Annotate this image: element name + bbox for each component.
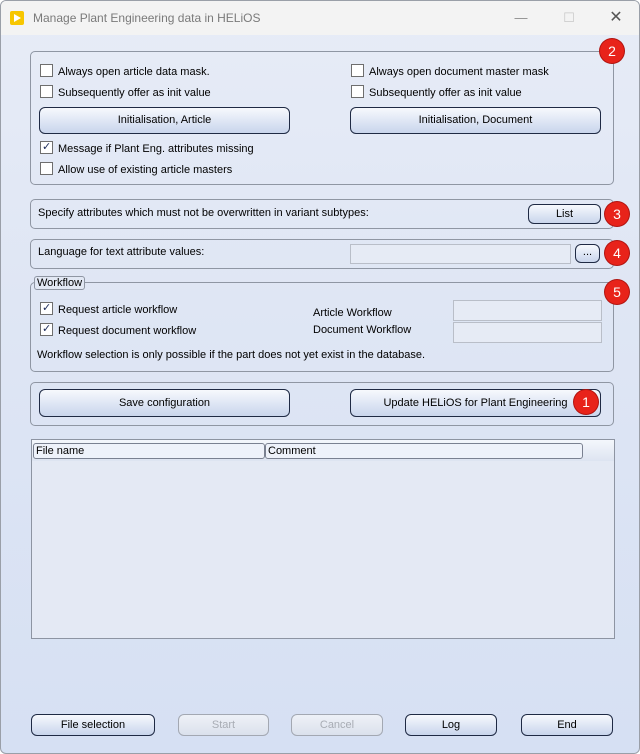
article-workflow-label: Article Workflow <box>313 307 392 319</box>
checkbox-box[interactable] <box>40 162 53 175</box>
language-input[interactable] <box>350 244 571 264</box>
update-helios-button[interactable]: Update HELiOS for Plant Engineering <box>350 389 601 417</box>
cancel-button[interactable]: Cancel <box>291 714 383 736</box>
variant-label: Specify attributes which must not be overwritten in variant subtypes: <box>38 207 369 219</box>
checkbox-label: Allow use of existing article masters <box>58 164 233 176</box>
file-list-header <box>32 440 614 461</box>
file-list[interactable] <box>31 439 615 639</box>
column-header-file-name[interactable]: File name <box>33 443 265 459</box>
language-browse-button[interactable]: ... <box>575 244 600 263</box>
checkbox-box[interactable] <box>351 85 364 98</box>
callout-badge-3: 3 <box>605 202 629 226</box>
workflow-note: Workflow selection is only possible if the part does not yet exist in the database. <box>37 349 426 361</box>
checkbox-box[interactable] <box>40 302 53 315</box>
always-open-article-mask-checkbox[interactable] <box>40 64 210 78</box>
request-article-workflow-checkbox[interactable] <box>40 302 177 316</box>
callout-badge-4: 4 <box>605 241 629 265</box>
init-document-button[interactable]: Initialisation, Document <box>350 107 601 134</box>
allow-existing-masters-checkbox[interactable] <box>40 162 232 176</box>
language-label: Language for text attribute values: <box>38 246 205 258</box>
checkbox-label: Request document workflow <box>58 325 197 337</box>
callout-badge-1: 1 <box>574 390 598 414</box>
log-button[interactable]: Log <box>405 714 497 736</box>
init-article-button[interactable]: Initialisation, Article <box>39 107 290 134</box>
checkbox-box[interactable] <box>40 85 53 98</box>
callout-badge-5: 5 <box>605 280 629 304</box>
checkbox-label: Subsequently offer as init value <box>58 87 211 99</box>
checkbox-box[interactable] <box>40 64 53 77</box>
subsequently-offer-article-checkbox[interactable] <box>40 85 211 99</box>
workflow-legend: Workflow <box>34 276 85 290</box>
callout-badge-2: 2 <box>600 39 624 63</box>
article-workflow-input[interactable] <box>453 300 602 321</box>
start-button[interactable]: Start <box>178 714 269 736</box>
window-title: Manage Plant Engineering data in HELiOS <box>33 11 261 25</box>
checkbox-box[interactable] <box>40 323 53 336</box>
end-button[interactable]: End <box>521 714 613 736</box>
checkbox-label: Request article workflow <box>58 304 178 316</box>
checkbox-box[interactable] <box>40 141 53 154</box>
checkbox-label: Message if Plant Eng. attributes missing <box>58 143 254 155</box>
checkbox-label: Always open article data mask. <box>58 66 210 78</box>
save-configuration-button[interactable]: Save configuration <box>39 389 290 417</box>
always-open-document-mask-checkbox[interactable] <box>351 64 549 78</box>
column-header-comment[interactable]: Comment <box>265 443 583 459</box>
file-selection-button[interactable]: File selection <box>31 714 155 736</box>
checkbox-box[interactable] <box>351 64 364 77</box>
maximize-button[interactable]: ☐ <box>563 10 575 25</box>
message-missing-attrs-checkbox[interactable] <box>40 141 254 155</box>
checkbox-label: Subsequently offer as init value <box>369 87 522 99</box>
subsequently-offer-document-checkbox[interactable] <box>351 85 522 99</box>
checkbox-label: Always open document master mask <box>369 66 549 78</box>
close-button[interactable]: ✕ <box>609 9 623 26</box>
document-workflow-input[interactable] <box>453 322 602 343</box>
request-document-workflow-checkbox[interactable] <box>40 323 196 337</box>
minimize-button[interactable]: — <box>514 10 528 25</box>
list-button[interactable]: List <box>528 204 601 224</box>
document-workflow-label: Document Workflow <box>313 324 412 336</box>
app-icon <box>10 11 24 25</box>
title-bar <box>1 1 639 35</box>
